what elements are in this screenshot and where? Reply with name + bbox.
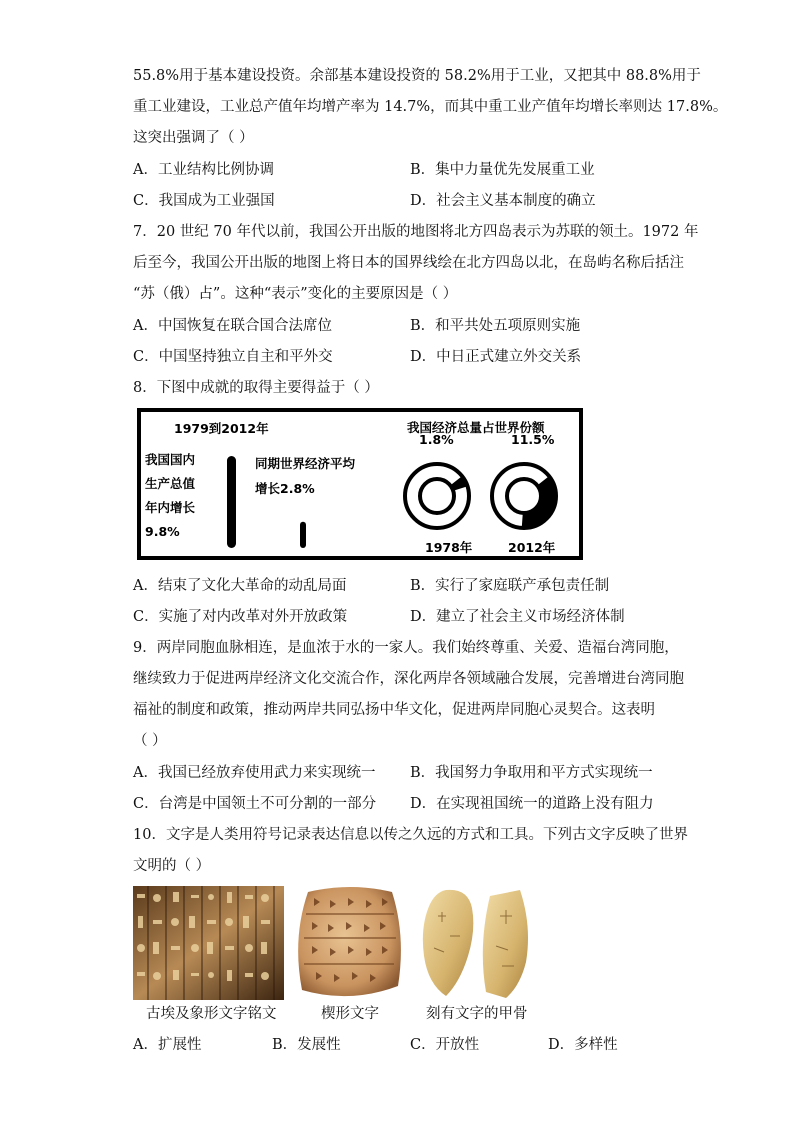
q7-option-a[interactable]: A．中国恢复在联合国合法席位 bbox=[133, 318, 332, 334]
caption-oracle-bones: 刻有文字的甲骨 bbox=[426, 1006, 528, 1022]
q10-option-c[interactable]: C．开放性 bbox=[410, 1037, 480, 1053]
q10-text-line-2: 文明的（ ） bbox=[133, 858, 211, 874]
bar1-label-line-3: 年内增长 bbox=[145, 500, 196, 515]
q6-option-c[interactable]: C．我国成为工业强国 bbox=[133, 193, 275, 209]
pie-1-share-wedge bbox=[451, 475, 468, 490]
economy-chart bbox=[137, 408, 583, 560]
q7-option-c[interactable]: C．中国坚持独立自主和平外交 bbox=[133, 349, 333, 365]
bar2-label-line-2: 增长2.8% bbox=[255, 481, 315, 496]
q9-text-line-3: 福祉的制度和政策，推动两岸共同弘扬中华文化，促进两岸同胞心灵契合。这表明 bbox=[133, 702, 655, 718]
q10-text-line-1: 10．文字是人类用符号记录表达信息以传之久远的方式和工具。下列古文字反映了世界 bbox=[133, 827, 688, 843]
q8-option-a[interactable]: A．结束了文化大革命的动乱局面 bbox=[133, 578, 347, 594]
q9-option-d[interactable]: D．在实现祖国统一的道路上没有阻力 bbox=[410, 796, 654, 812]
caption-cuneiform: 楔形文字 bbox=[321, 1006, 379, 1022]
bar2-label-line-1: 同期世界经济平均 bbox=[255, 456, 356, 471]
pie-1-inner-ring bbox=[420, 479, 454, 513]
q8-text-line-1: 8．下图中成就的取得主要得益于（ ） bbox=[133, 380, 379, 396]
q8-option-d[interactable]: D．建立了社会主义市场经济体制 bbox=[410, 609, 625, 625]
bar1-label-line-2: 生产总值 bbox=[145, 476, 196, 491]
chart-graphics bbox=[141, 412, 579, 556]
q6-text-line-2: 重工业建设，工业总产值年均增产率为 14.7%，而其中重工业产值年均增长率则达 17.8%。 bbox=[133, 99, 728, 115]
caption-egyptian-hieroglyphs: 古埃及象形文字铭文 bbox=[146, 1006, 277, 1022]
q6-text-line-1: 55.8%用于基本建设投资。余部基本建设投资的 58.2%用于工业，又把其中 88.8%用于 bbox=[133, 68, 701, 84]
q7-option-d[interactable]: D．中日正式建立外交关系 bbox=[410, 349, 582, 365]
q9-text-line-4: （ ） bbox=[133, 733, 167, 749]
pie-chart-title: 我国经济总量占世界份额 bbox=[407, 420, 545, 435]
bar1-label-line-4: 9.8% bbox=[145, 524, 180, 539]
bar-2 bbox=[300, 522, 306, 548]
q7-text-line-3: “苏（俄）占”。这种“表示”变化的主要原因是（ ） bbox=[133, 286, 458, 302]
pie2-share-label: 11.5% bbox=[511, 432, 555, 447]
pie1-year-label: 1978年 bbox=[425, 540, 473, 555]
pie-1-outer-ring bbox=[405, 464, 469, 528]
q7-text-line-1: 7．20 世纪 70 年代以前，我国公开出版的地图将北方四岛表示为苏联的领土。1972 年 bbox=[133, 224, 699, 240]
q10-option-b[interactable]: B．发展性 bbox=[272, 1037, 341, 1053]
chart-title: 1979到2012年 bbox=[174, 421, 269, 436]
q7-option-b[interactable]: B．和平共处五项原则实施 bbox=[410, 318, 581, 334]
q10-option-d[interactable]: D．多样性 bbox=[548, 1037, 618, 1053]
q9-text-line-2: 继续致力于促进两岸经济文化交流合作，深化两岸各领域融合发展，完善增进台湾同胞 bbox=[133, 671, 684, 687]
q6-text-line-3: 这突出强调了（ ） bbox=[133, 130, 254, 146]
q6-option-d[interactable]: D．社会主义基本制度的确立 bbox=[410, 193, 596, 209]
pie2-year-label: 2012年 bbox=[508, 540, 556, 555]
pie1-share-label: 1.8% bbox=[419, 432, 454, 447]
bar1-label-line-1: 我国国内 bbox=[145, 452, 196, 467]
q7-text-line-2: 后至今，我国公开出版的地图上将日本的国界线绘在北方四岛以北，在岛屿名称后括注 bbox=[133, 255, 684, 271]
bar-1 bbox=[227, 456, 236, 548]
q8-option-b[interactable]: B．实行了家庭联产承包责任制 bbox=[410, 578, 610, 594]
q6-option-b[interactable]: B．集中力量优先发展重工业 bbox=[410, 162, 595, 178]
pie-2-inner-ring bbox=[507, 479, 541, 513]
q9-option-a[interactable]: A．我国已经放弃使用武力来实现统一 bbox=[133, 765, 376, 781]
q9-option-b[interactable]: B．我国努力争取用和平方式实现统一 bbox=[410, 765, 653, 781]
q9-text-line-1: 9．两岸同胞血脉相连，是血浓于水的一家人。我们始终尊重、关爱、造福台湾同胞， bbox=[133, 640, 679, 656]
q8-option-c[interactable]: C．实施了对内改革对外开放政策 bbox=[133, 609, 348, 625]
egyptian-hieroglyphs-image bbox=[133, 886, 284, 1000]
q10-option-a[interactable]: A．扩展性 bbox=[133, 1037, 202, 1053]
q9-option-c[interactable]: C．台湾是中国领土不可分割的一部分 bbox=[133, 796, 377, 812]
q6-option-a[interactable]: A．工业结构比例协调 bbox=[133, 162, 274, 178]
oracle-bones-image bbox=[416, 886, 534, 1000]
cuneiform-tablet-image bbox=[294, 886, 406, 1000]
